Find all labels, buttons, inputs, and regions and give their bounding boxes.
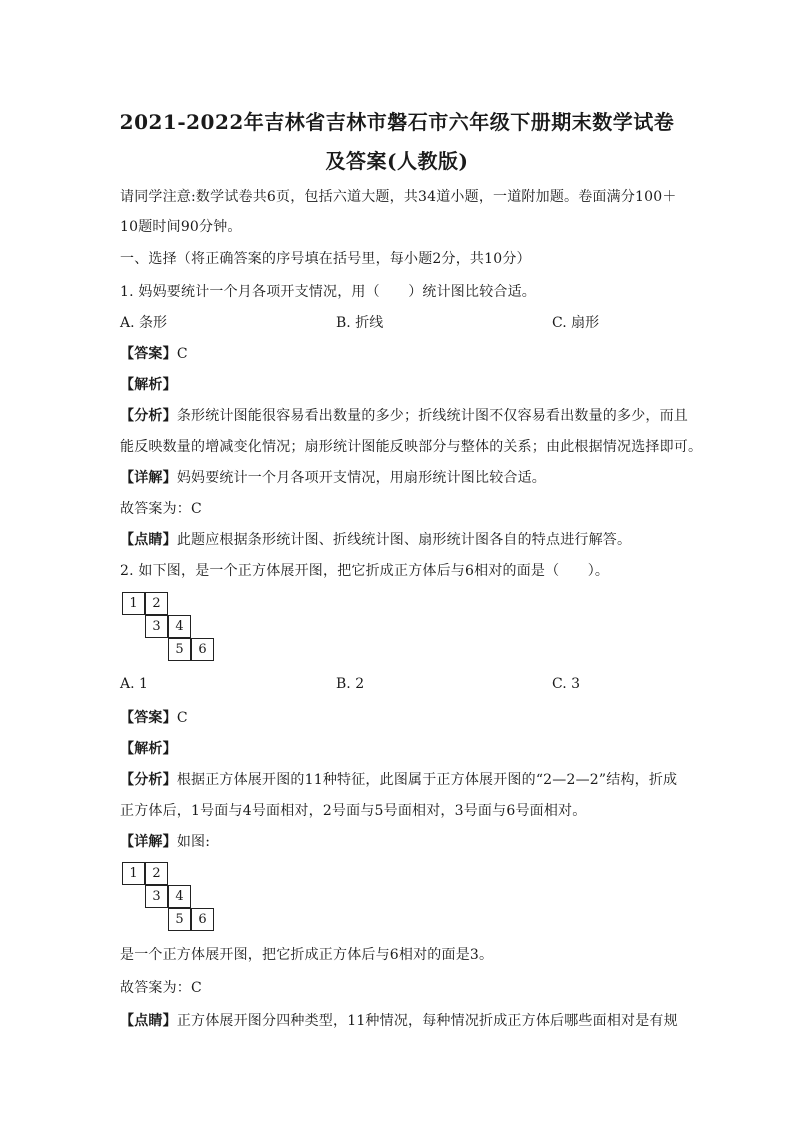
net-cell: 6: [191, 638, 214, 661]
notice-line2: 10题时间90分钟。: [120, 219, 242, 235]
net-cell: 1: [122, 862, 145, 885]
q2-xiangjie-label: 【详解】: [120, 834, 177, 850]
document-title-line2: 及答案(人教版): [325, 149, 469, 173]
q2-dianjing: [120, 1010, 678, 1030]
q1-option-c: C. 扇形: [552, 315, 600, 331]
q1-option-b: B. 折线: [336, 315, 384, 331]
q1-final: 故答案为：C: [120, 501, 202, 517]
q1-xiangjie-text: 妈妈要统计一个月各项开支情况，用扇形统计图比较合适。: [176, 470, 547, 486]
q2-fenxi-line1: [120, 769, 677, 789]
q2-dianjing-label: 【点睛】: [120, 1013, 177, 1029]
net-cell: 5: [168, 908, 191, 931]
q2-option-c: C. 3: [552, 676, 581, 692]
net-cell: 4: [168, 615, 191, 638]
q1-fenxi-line2: 能反映数量的增减变化情况；扇形统计图能反映部分与整体的关系；由此根据情况选择即可。: [120, 439, 703, 455]
q1-xiangjie-label: 【详解】: [120, 470, 177, 486]
q2-stem: 2. 如下图，是一个正方体展开图，把它折成正方体后与6相对的面是（ ）。: [120, 563, 610, 579]
document-title-line1: 2021-2022年吉林省吉林市磐石市六年级下册期末数学试卷: [119, 110, 675, 134]
net-cell: 2: [145, 862, 168, 885]
q2-option-a: A. 1: [120, 676, 148, 692]
q1-jiexi-label: 【解析】: [120, 377, 177, 393]
q2-jiexi-label: 【解析】: [120, 741, 177, 757]
cube-net-figure-2: [122, 862, 218, 928]
net-cell: 3: [145, 615, 168, 638]
net-cell: 3: [145, 885, 168, 908]
q1-dianjing: [120, 529, 631, 549]
q2-answer-label: 【答案】: [120, 710, 177, 726]
q1-answer: [120, 343, 188, 363]
q2-dianjing-text: 正方体展开图分四种类型，11种情况，每种情况折成正方体后哪些面相对是有规: [176, 1013, 678, 1029]
q2-fenxi-line2: 正方体后，1号面与4号面相对，2号面与5号面相对，3号面与6号面相对。: [120, 803, 587, 819]
net-cell: 6: [191, 908, 214, 931]
q2-answer: [120, 707, 188, 727]
net-cell: 4: [168, 885, 191, 908]
q1-fenxi-line1: [120, 405, 688, 425]
q1-dianjing-label: 【点睛】: [120, 532, 177, 548]
q1-fenxi-label: 【分析】: [120, 408, 177, 424]
q2-final: 故答案为：C: [120, 980, 202, 996]
q1-answer-label: 【答案】: [120, 346, 177, 362]
q1-stem: 1. 妈妈要统计一个月各项开支情况，用（ ）统计图比较合适。: [120, 284, 537, 300]
q2-conclusion: 是一个正方体展开图，把它折成正方体后与6相对的面是3。: [120, 947, 494, 963]
q1-dianjing-text: 此题应根据条形统计图、折线统计图、扇形统计图各自的特点进行解答。: [176, 532, 632, 548]
q1-fenxi-text1: 条形统计图能很容易看出数量的多少；折线统计图不仅容易看出数量的多少，而且: [176, 408, 689, 424]
q2-xiangjie: [120, 831, 210, 851]
q2-xiangjie-text: 如图:: [176, 834, 211, 850]
q1-option-a: A. 条形: [120, 315, 168, 331]
notice-line1: 请同学注意:数学试卷共6页，包括六道大题，共34道小题，一道附加题。卷面满分100＋: [120, 189, 677, 205]
q2-fenxi-text1: 根据正方体展开图的11种特征，此图属于正方体展开图的“2—2—2”结构，折成: [176, 772, 678, 788]
q1-xiangjie: [120, 467, 546, 487]
q2-fenxi-label: 【分析】: [120, 772, 177, 788]
section-heading: 一、选择（将正确答案的序号填在括号里，每小题2分，共10分）: [120, 251, 531, 267]
cube-net-figure: [122, 592, 218, 658]
q2-option-b: B. 2: [336, 676, 365, 692]
q1-answer-value: C: [176, 346, 188, 362]
net-cell: 5: [168, 638, 191, 661]
net-cell: 1: [122, 592, 145, 615]
q2-answer-value: C: [176, 710, 188, 726]
net-cell: 2: [145, 592, 168, 615]
